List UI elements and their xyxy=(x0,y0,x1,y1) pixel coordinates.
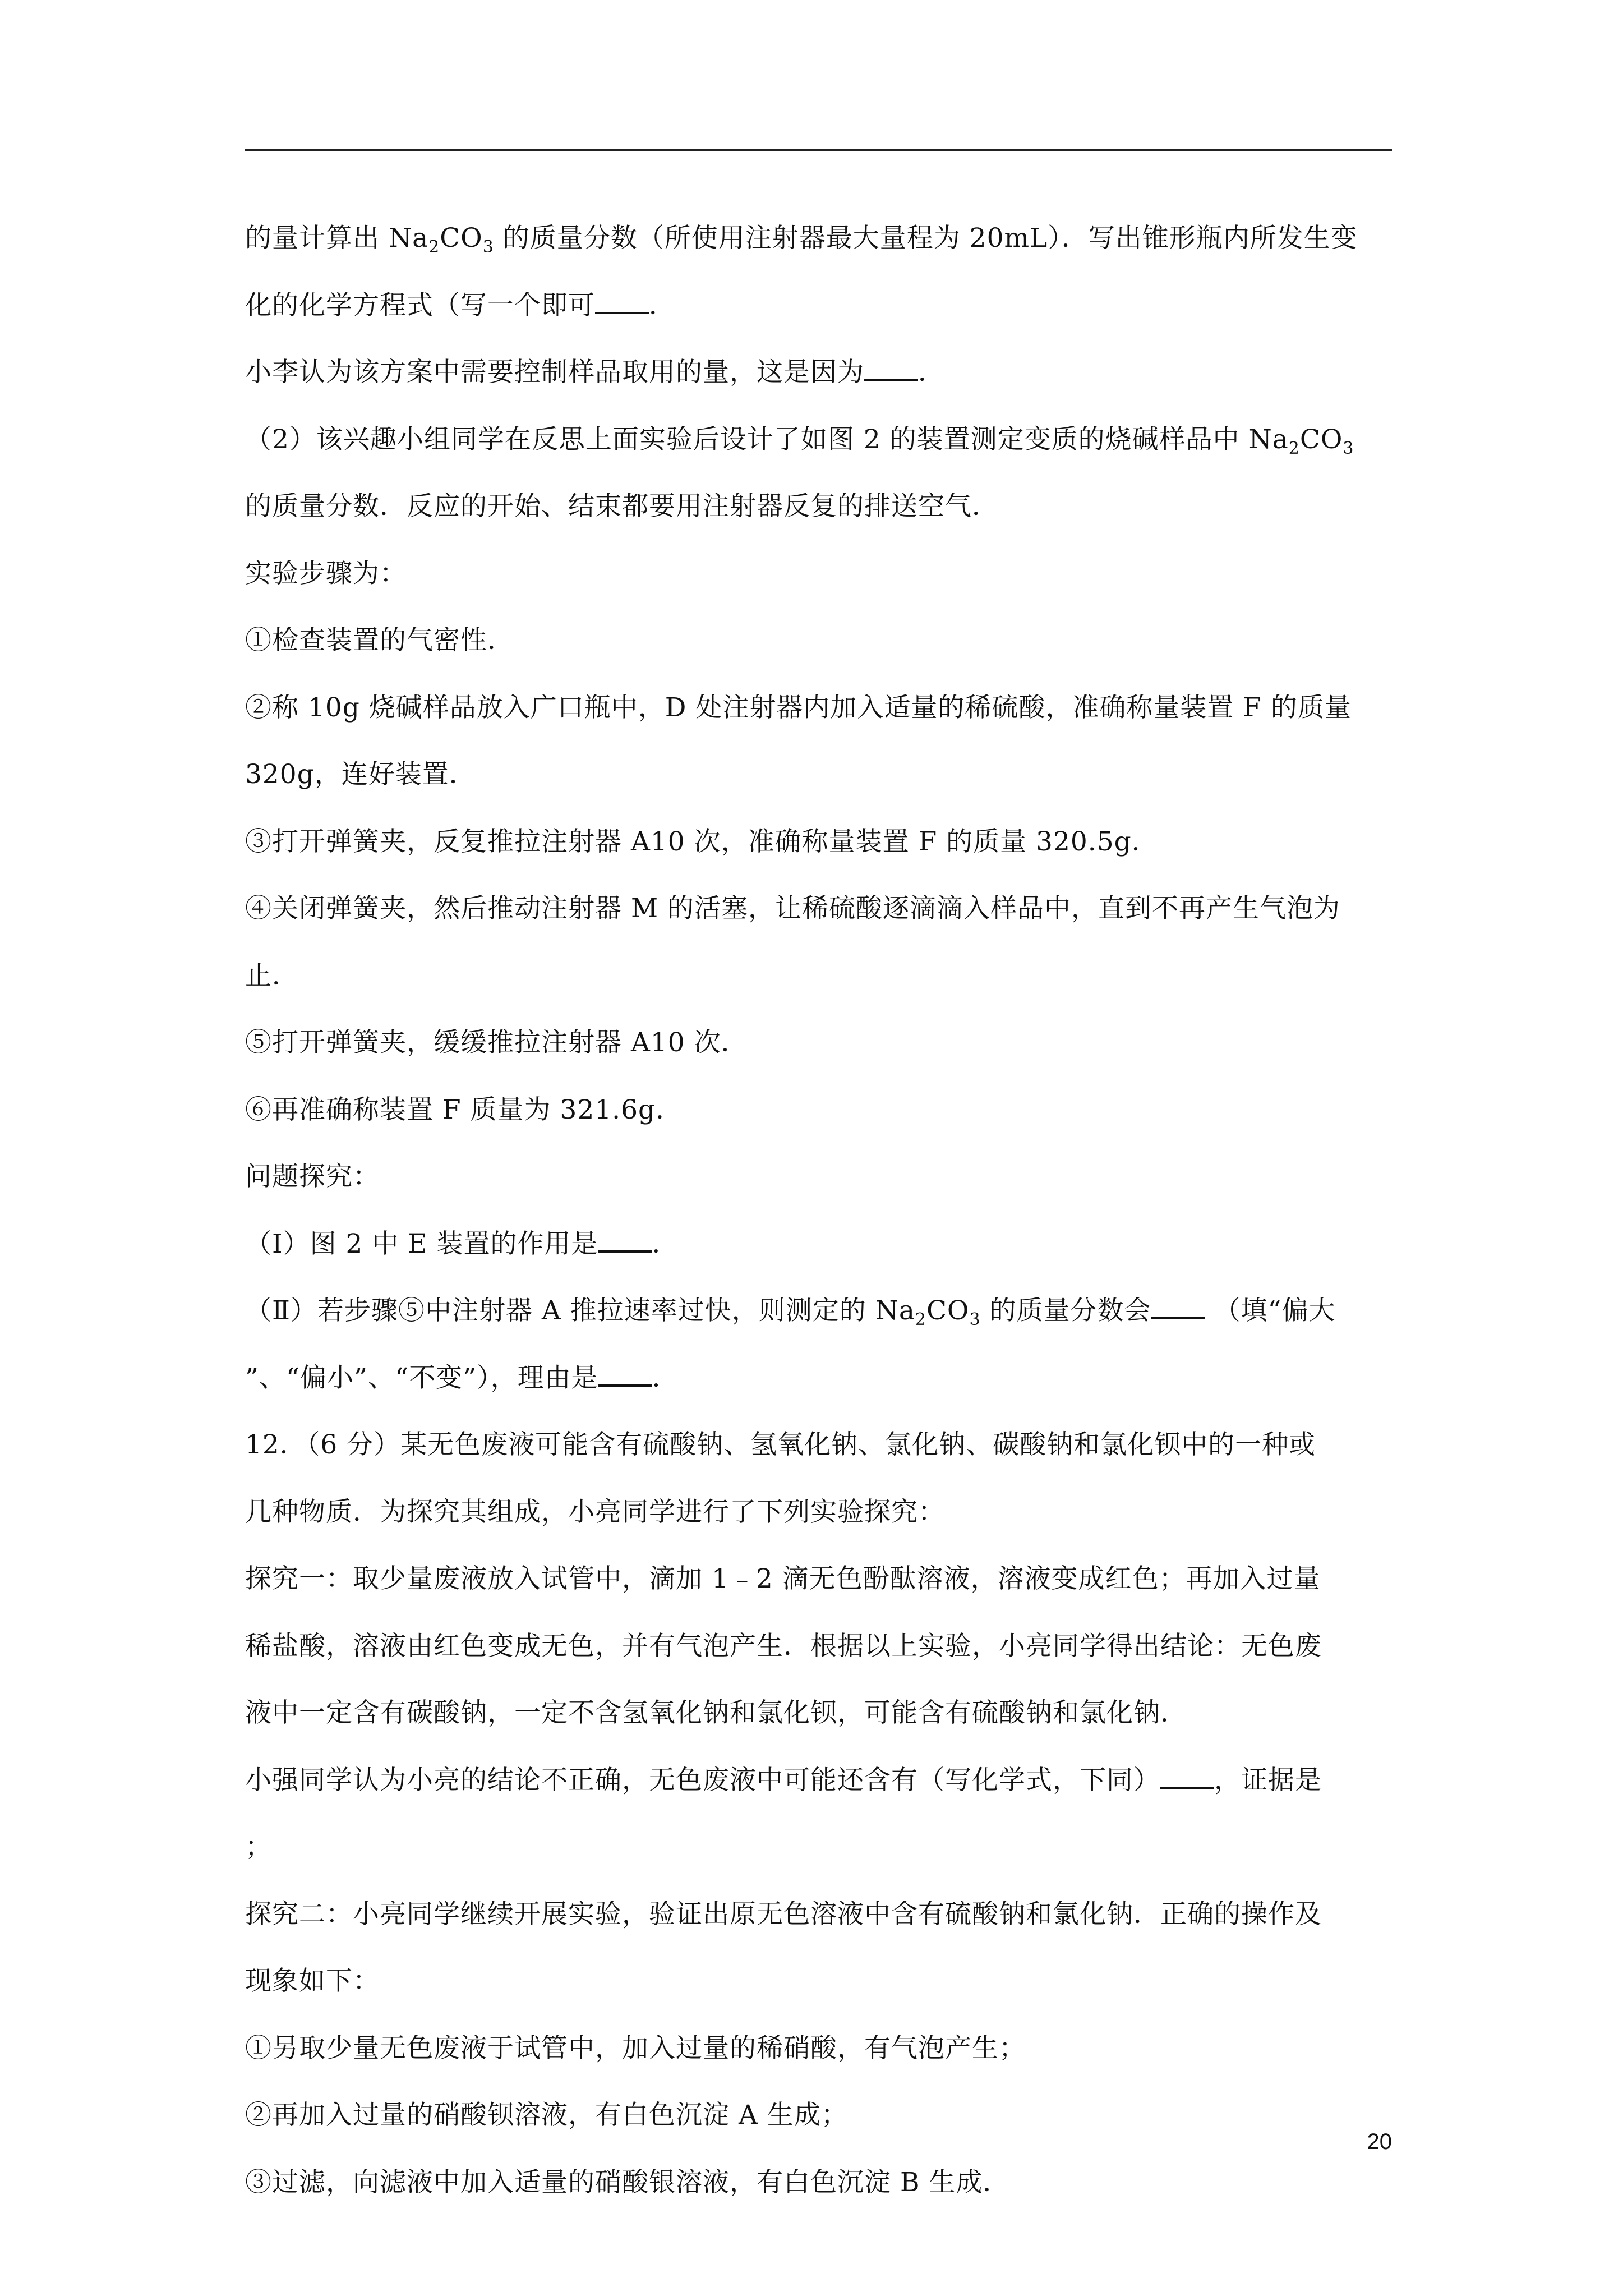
answer-blank[interactable] xyxy=(595,289,649,314)
text-line: 几种物质．为探究其组成，小亮同学进行了下列实验探究： xyxy=(245,1496,945,1527)
text-line: 探究一：取少量废液放入试管中，滴加 1﹣2 滴无色酚酞溶液，溶液变成红色；再加入过量 xyxy=(245,1563,1321,1594)
text-line: 液中一定含有碳酸钠，一定不含氢氧化钠和氯化钡，可能含有硫酸钠和氯化钠． xyxy=(245,1697,1187,1728)
text-line: ④关闭弹簧夹，然后推动注射器 M 的活塞，让稀硫酸逐滴滴入样品中，直到不再产生气泡为 xyxy=(245,893,1341,924)
page-number: 20 xyxy=(1367,2129,1392,2154)
text-line: ①另取少量无色废液于试管中，加入过量的稀硝酸，有气泡产生； xyxy=(245,2032,1026,2064)
text-line: 化的化学方程式（写一个即可 ． xyxy=(245,289,676,321)
answer-blank[interactable] xyxy=(1160,1764,1214,1789)
text-line: 现象如下： xyxy=(245,1966,380,1996)
answer-blank[interactable] xyxy=(598,1228,652,1253)
text-line: ③过滤，向滤液中加入适量的硝酸银溶液，有白色沉淀 B 生成． xyxy=(245,2166,1010,2198)
text-line: ②再加入过量的硝酸钡溶液，有白色沉淀 A 生成； xyxy=(245,2100,848,2131)
answer-blank[interactable] xyxy=(1151,1295,1205,1319)
text-line: ； xyxy=(245,1832,272,1862)
text-line: 问题探究： xyxy=(245,1161,380,1192)
text-line: ③打开弹簧夹，反复推拉注射器 A10 次，准确称量装置 F 的质量 320.5g． xyxy=(245,826,1159,857)
text-line: （2）该兴趣小组同学在反思上面实验后设计了如图 2 的装置测定变质的烧碱样品中 $Na_2CO_3$ xyxy=(245,424,1354,458)
text-line: ①检查装置的气密性． xyxy=(245,625,514,656)
text-line: 小强同学认为小亮的结论不正确，无色废液中可能还含有（写化学式，下同） ，证据是 xyxy=(245,1764,1322,1796)
text-line: 止． xyxy=(245,960,299,991)
text-line: 12．（6 分）某无色废液可能含有硫酸钠、氢氧化钠、氯化钠、碳酸钠和氯化钡中的一种或 xyxy=(245,1429,1316,1460)
header-rule xyxy=(245,149,1392,151)
text-line: 小李认为该方案中需要控制样品取用的量，这是因为 ． xyxy=(245,357,945,388)
text-line: ”、“偏小”、“不变”），理由是 ． xyxy=(245,1362,679,1393)
page-body xyxy=(245,205,1392,2216)
text-line: 320g，连好装置． xyxy=(245,759,476,790)
text-line: ⑤打开弹簧夹，缓缓推拉注射器 A10 次． xyxy=(245,1027,748,1058)
text-line: 的量计算出 $Na_2CO_3$ 的质量分数（所使用注射器最大量程为 20mL）．写出锥形瓶内所发生变 xyxy=(245,223,1358,257)
text-line: 实验步骤为： xyxy=(245,558,407,589)
text-line: （Ⅱ）若步骤⑤中注射器 A 推拉速率过快，则测定的 $Na_2CO_3$ 的质量分数会 （填“偏大 xyxy=(245,1295,1336,1329)
text-line: 稀盐酸，溶液由红色变成无色，并有气泡产生．根据以上实验，小亮同学得出结论：无色废 xyxy=(245,1630,1322,1662)
text-line: 的质量分数．反应的开始、结束都要用注射器反复的排送空气． xyxy=(245,491,999,522)
answer-blank[interactable] xyxy=(864,356,918,381)
text-line: 探究二：小亮同学继续开展实验，验证出原无色溶液中含有硫酸钠和氯化钠．正确的操作及 xyxy=(245,1898,1322,1930)
answer-blank[interactable] xyxy=(598,1362,652,1387)
text-line: ⑥再准确称装置 F 质量为 321.6g． xyxy=(245,1094,683,1125)
text-line: （Ⅰ）图 2 中 E 装置的作用是 ． xyxy=(245,1228,679,1259)
text-line: ②称 10g 烧碱样品放入广口瓶中，D 处注射器内加入适量的稀硫酸，准确称量装置 F 的质量 xyxy=(245,692,1352,723)
